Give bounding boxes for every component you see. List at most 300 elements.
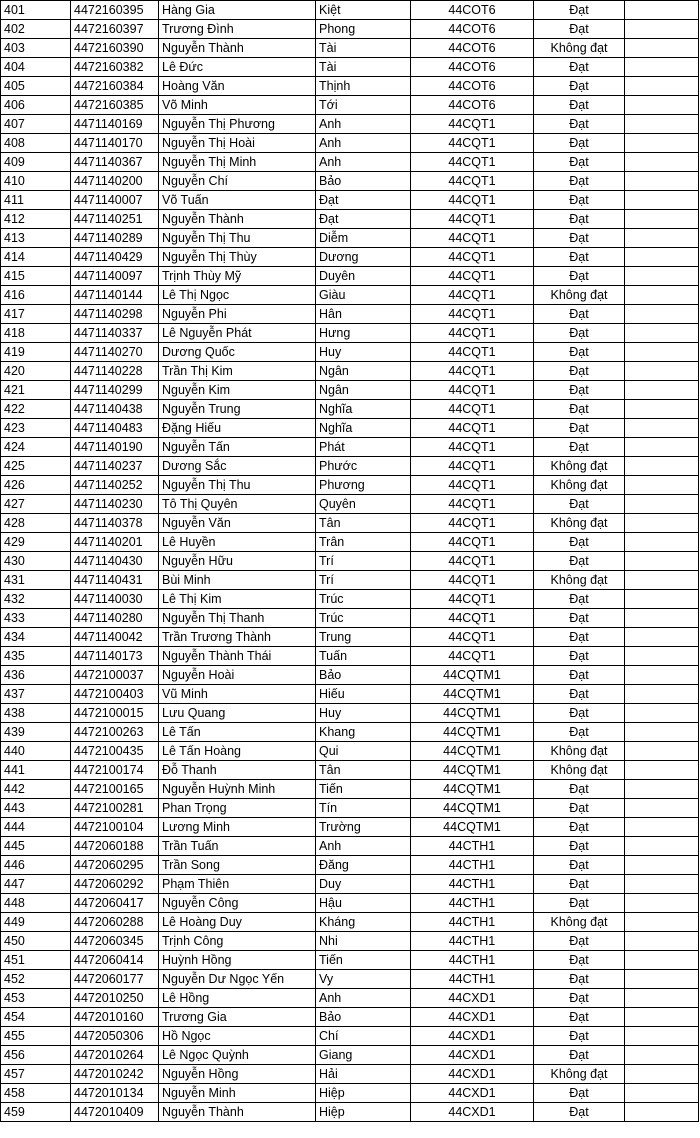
row-number-cell: 454 bbox=[1, 1008, 71, 1027]
empty-cell bbox=[625, 1084, 699, 1103]
given-name-cell: Dương bbox=[316, 248, 411, 267]
class-code-cell: 44CQTM1 bbox=[411, 799, 534, 818]
class-code-cell: 44CQT1 bbox=[411, 248, 534, 267]
empty-cell bbox=[625, 172, 699, 191]
row-number-cell: 455 bbox=[1, 1027, 71, 1046]
class-code-cell: 44CQT1 bbox=[411, 229, 534, 248]
class-code-cell: 44CQT1 bbox=[411, 628, 534, 647]
result-cell: Đạt bbox=[534, 495, 625, 514]
row-number-cell: 457 bbox=[1, 1065, 71, 1084]
given-name-cell: Quyên bbox=[316, 495, 411, 514]
row-number-cell: 406 bbox=[1, 96, 71, 115]
surname-cell: Trần Song bbox=[159, 856, 316, 875]
student-id-cell: 4471140270 bbox=[71, 343, 159, 362]
class-code-cell: 44CXD1 bbox=[411, 1046, 534, 1065]
row-number-cell: 401 bbox=[1, 1, 71, 20]
row-number-cell: 428 bbox=[1, 514, 71, 533]
class-code-cell: 44CQT1 bbox=[411, 552, 534, 571]
class-code-cell: 44CXD1 bbox=[411, 1065, 534, 1084]
student-id-cell: 4471140042 bbox=[71, 628, 159, 647]
result-cell: Đạt bbox=[534, 799, 625, 818]
result-cell: Đạt bbox=[534, 875, 625, 894]
surname-cell: Trần Trương Thành bbox=[159, 628, 316, 647]
result-cell: Đạt bbox=[534, 172, 625, 191]
result-cell: Đạt bbox=[534, 343, 625, 362]
student-id-cell: 4472060292 bbox=[71, 875, 159, 894]
class-code-cell: 44CQT1 bbox=[411, 495, 534, 514]
empty-cell bbox=[625, 685, 699, 704]
empty-cell bbox=[625, 1, 699, 20]
table-row bbox=[1, 381, 699, 400]
table-row bbox=[1, 96, 699, 115]
surname-cell: Lê Đức bbox=[159, 58, 316, 77]
result-cell: Đạt bbox=[534, 1008, 625, 1027]
surname-cell: Lê Thị Ngọc bbox=[159, 286, 316, 305]
surname-cell: Lê Huyền bbox=[159, 533, 316, 552]
surname-cell: Hồ Ngọc bbox=[159, 1027, 316, 1046]
table-body bbox=[1, 1, 699, 1122]
empty-cell bbox=[625, 533, 699, 552]
empty-cell bbox=[625, 913, 699, 932]
given-name-cell: Hiệp bbox=[316, 1103, 411, 1122]
surname-cell: Nguyễn Văn bbox=[159, 514, 316, 533]
result-cell: Đạt bbox=[534, 894, 625, 913]
table-row bbox=[1, 799, 699, 818]
given-name-cell: Tài bbox=[316, 39, 411, 58]
table-row bbox=[1, 305, 699, 324]
given-name-cell: Nghĩa bbox=[316, 419, 411, 438]
table-row bbox=[1, 685, 699, 704]
given-name-cell: Trung bbox=[316, 628, 411, 647]
given-name-cell: Hiếu bbox=[316, 685, 411, 704]
student-id-cell: 4471140190 bbox=[71, 438, 159, 457]
row-number-cell: 434 bbox=[1, 628, 71, 647]
result-cell: Đạt bbox=[534, 210, 625, 229]
given-name-cell: Thịnh bbox=[316, 77, 411, 96]
student-id-cell: 4472160390 bbox=[71, 39, 159, 58]
surname-cell: Dương Quốc bbox=[159, 343, 316, 362]
given-name-cell: Chí bbox=[316, 1027, 411, 1046]
result-cell: Không đạt bbox=[534, 457, 625, 476]
table-row bbox=[1, 1027, 699, 1046]
surname-cell: Hoàng Văn bbox=[159, 77, 316, 96]
class-code-cell: 44CQTM1 bbox=[411, 685, 534, 704]
table-row bbox=[1, 324, 699, 343]
result-cell: Đạt bbox=[534, 20, 625, 39]
given-name-cell: Ngân bbox=[316, 381, 411, 400]
surname-cell: Dương Sắc bbox=[159, 457, 316, 476]
class-code-cell: 44CQTM1 bbox=[411, 723, 534, 742]
row-number-cell: 424 bbox=[1, 438, 71, 457]
class-code-cell: 44COT6 bbox=[411, 39, 534, 58]
row-number-cell: 410 bbox=[1, 172, 71, 191]
given-name-cell: Tuấn bbox=[316, 647, 411, 666]
surname-cell: Phan Trọng bbox=[159, 799, 316, 818]
row-number-cell: 453 bbox=[1, 989, 71, 1008]
table-row bbox=[1, 134, 699, 153]
row-number-cell: 420 bbox=[1, 362, 71, 381]
class-code-cell: 44CTH1 bbox=[411, 856, 534, 875]
table-row bbox=[1, 723, 699, 742]
surname-cell: Nguyễn Trung bbox=[159, 400, 316, 419]
given-name-cell: Hậu bbox=[316, 894, 411, 913]
class-code-cell: 44CQT1 bbox=[411, 134, 534, 153]
given-name-cell: Nghĩa bbox=[316, 400, 411, 419]
given-name-cell: Đạt bbox=[316, 210, 411, 229]
given-name-cell: Trúc bbox=[316, 590, 411, 609]
result-cell: Đạt bbox=[534, 438, 625, 457]
row-number-cell: 422 bbox=[1, 400, 71, 419]
given-name-cell: Đạt bbox=[316, 191, 411, 210]
surname-cell: Lê Ngọc Quỳnh bbox=[159, 1046, 316, 1065]
result-cell: Không đạt bbox=[534, 476, 625, 495]
class-code-cell: 44CXD1 bbox=[411, 989, 534, 1008]
class-code-cell: 44CTH1 bbox=[411, 970, 534, 989]
class-code-cell: 44CQT1 bbox=[411, 381, 534, 400]
table-row bbox=[1, 704, 699, 723]
table-row bbox=[1, 476, 699, 495]
row-number-cell: 419 bbox=[1, 343, 71, 362]
surname-cell: Nguyễn Thị Thùy bbox=[159, 248, 316, 267]
given-name-cell: Huy bbox=[316, 343, 411, 362]
result-cell: Đạt bbox=[534, 837, 625, 856]
class-code-cell: 44CQT1 bbox=[411, 324, 534, 343]
given-name-cell: Phát bbox=[316, 438, 411, 457]
empty-cell bbox=[625, 856, 699, 875]
result-cell: Đạt bbox=[534, 400, 625, 419]
table-row bbox=[1, 571, 699, 590]
student-id-cell: 4472100174 bbox=[71, 761, 159, 780]
surname-cell: Nguyễn Thành bbox=[159, 39, 316, 58]
class-code-cell: 44CTH1 bbox=[411, 932, 534, 951]
table-row bbox=[1, 58, 699, 77]
empty-cell bbox=[625, 571, 699, 590]
empty-cell bbox=[625, 1046, 699, 1065]
class-code-cell: 44CQTM1 bbox=[411, 704, 534, 723]
empty-cell bbox=[625, 742, 699, 761]
given-name-cell: Phương bbox=[316, 476, 411, 495]
row-number-cell: 437 bbox=[1, 685, 71, 704]
surname-cell: Vũ Minh bbox=[159, 685, 316, 704]
given-name-cell: Hân bbox=[316, 305, 411, 324]
result-cell: Đạt bbox=[534, 362, 625, 381]
student-id-cell: 4471140367 bbox=[71, 153, 159, 172]
student-id-cell: 4472060177 bbox=[71, 970, 159, 989]
table-row bbox=[1, 856, 699, 875]
given-name-cell: Giang bbox=[316, 1046, 411, 1065]
row-number-cell: 413 bbox=[1, 229, 71, 248]
table-row bbox=[1, 400, 699, 419]
result-cell: Không đạt bbox=[534, 39, 625, 58]
student-id-cell: 4472010409 bbox=[71, 1103, 159, 1122]
class-code-cell: 44CQT1 bbox=[411, 362, 534, 381]
class-code-cell: 44CQT1 bbox=[411, 153, 534, 172]
table-row bbox=[1, 495, 699, 514]
student-id-cell: 4472160397 bbox=[71, 20, 159, 39]
result-cell: Không đạt bbox=[534, 1065, 625, 1084]
given-name-cell: Tín bbox=[316, 799, 411, 818]
result-cell: Đạt bbox=[534, 856, 625, 875]
student-id-cell: 4472060417 bbox=[71, 894, 159, 913]
given-name-cell: Trường bbox=[316, 818, 411, 837]
surname-cell: Đỗ Thanh bbox=[159, 761, 316, 780]
class-code-cell: 44CQT1 bbox=[411, 191, 534, 210]
result-cell: Không đạt bbox=[534, 742, 625, 761]
table-row bbox=[1, 267, 699, 286]
table-row bbox=[1, 457, 699, 476]
student-id-cell: 4472060295 bbox=[71, 856, 159, 875]
class-code-cell: 44COT6 bbox=[411, 77, 534, 96]
result-cell: Đạt bbox=[534, 134, 625, 153]
result-cell: Đạt bbox=[534, 1084, 625, 1103]
row-number-cell: 452 bbox=[1, 970, 71, 989]
table-row bbox=[1, 761, 699, 780]
result-cell: Đạt bbox=[534, 628, 625, 647]
class-code-cell: 44CQT1 bbox=[411, 267, 534, 286]
row-number-cell: 405 bbox=[1, 77, 71, 96]
class-code-cell: 44CQT1 bbox=[411, 438, 534, 457]
empty-cell bbox=[625, 229, 699, 248]
given-name-cell: Kháng bbox=[316, 913, 411, 932]
student-id-cell: 4472060288 bbox=[71, 913, 159, 932]
empty-cell bbox=[625, 1008, 699, 1027]
surname-cell: Trịnh Thùy Mỹ bbox=[159, 267, 316, 286]
student-id-cell: 4471140298 bbox=[71, 305, 159, 324]
given-name-cell: Hải bbox=[316, 1065, 411, 1084]
given-name-cell: Bảo bbox=[316, 172, 411, 191]
table-row bbox=[1, 1008, 699, 1027]
empty-cell bbox=[625, 894, 699, 913]
student-id-cell: 4471140289 bbox=[71, 229, 159, 248]
row-number-cell: 414 bbox=[1, 248, 71, 267]
empty-cell bbox=[625, 1103, 699, 1122]
table-row bbox=[1, 951, 699, 970]
result-cell: Đạt bbox=[534, 96, 625, 115]
empty-cell bbox=[625, 96, 699, 115]
empty-cell bbox=[625, 476, 699, 495]
row-number-cell: 411 bbox=[1, 191, 71, 210]
class-code-cell: 44CXD1 bbox=[411, 1008, 534, 1027]
row-number-cell: 433 bbox=[1, 609, 71, 628]
class-code-cell: 44CTH1 bbox=[411, 837, 534, 856]
given-name-cell: Hiệp bbox=[316, 1084, 411, 1103]
table-row bbox=[1, 666, 699, 685]
surname-cell: Nguyễn Phi bbox=[159, 305, 316, 324]
surname-cell: Nguyễn Huỳnh Minh bbox=[159, 780, 316, 799]
table-row bbox=[1, 818, 699, 837]
student-id-cell: 4471140228 bbox=[71, 362, 159, 381]
empty-cell bbox=[625, 875, 699, 894]
table-row bbox=[1, 77, 699, 96]
class-code-cell: 44CQT1 bbox=[411, 419, 534, 438]
surname-cell: Nguyễn Thị Minh bbox=[159, 153, 316, 172]
table-row bbox=[1, 438, 699, 457]
surname-cell: Nguyễn Dư Ngọc Yến bbox=[159, 970, 316, 989]
table-row bbox=[1, 970, 699, 989]
row-number-cell: 429 bbox=[1, 533, 71, 552]
result-cell: Đạt bbox=[534, 951, 625, 970]
student-id-cell: 4471140378 bbox=[71, 514, 159, 533]
empty-cell bbox=[625, 818, 699, 837]
table-row bbox=[1, 989, 699, 1008]
row-number-cell: 438 bbox=[1, 704, 71, 723]
row-number-cell: 421 bbox=[1, 381, 71, 400]
row-number-cell: 436 bbox=[1, 666, 71, 685]
row-number-cell: 443 bbox=[1, 799, 71, 818]
class-code-cell: 44CQT1 bbox=[411, 514, 534, 533]
student-id-cell: 4472160384 bbox=[71, 77, 159, 96]
surname-cell: Lê Tấn bbox=[159, 723, 316, 742]
student-id-cell: 4471140429 bbox=[71, 248, 159, 267]
row-number-cell: 432 bbox=[1, 590, 71, 609]
student-id-cell: 4471140430 bbox=[71, 552, 159, 571]
table-row bbox=[1, 514, 699, 533]
class-code-cell: 44COT6 bbox=[411, 1, 534, 20]
table-row bbox=[1, 894, 699, 913]
given-name-cell: Anh bbox=[316, 134, 411, 153]
class-code-cell: 44CQT1 bbox=[411, 115, 534, 134]
class-code-cell: 44CQT1 bbox=[411, 571, 534, 590]
table-row bbox=[1, 419, 699, 438]
student-id-cell: 4472010160 bbox=[71, 1008, 159, 1027]
student-id-cell: 4471140007 bbox=[71, 191, 159, 210]
empty-cell bbox=[625, 951, 699, 970]
table-row bbox=[1, 248, 699, 267]
empty-cell bbox=[625, 134, 699, 153]
class-code-cell: 44CXD1 bbox=[411, 1027, 534, 1046]
given-name-cell: Anh bbox=[316, 115, 411, 134]
result-cell: Đạt bbox=[534, 932, 625, 951]
table-row bbox=[1, 647, 699, 666]
result-cell: Đạt bbox=[534, 419, 625, 438]
empty-cell bbox=[625, 552, 699, 571]
surname-cell: Huỳnh Hồng bbox=[159, 951, 316, 970]
class-code-cell: 44CQT1 bbox=[411, 400, 534, 419]
empty-cell bbox=[625, 647, 699, 666]
student-id-cell: 4471140337 bbox=[71, 324, 159, 343]
class-code-cell: 44CXD1 bbox=[411, 1103, 534, 1122]
empty-cell bbox=[625, 780, 699, 799]
table-row bbox=[1, 1, 699, 20]
row-number-cell: 446 bbox=[1, 856, 71, 875]
surname-cell: Nguyễn Hữu bbox=[159, 552, 316, 571]
row-number-cell: 441 bbox=[1, 761, 71, 780]
given-name-cell: Huy bbox=[316, 704, 411, 723]
student-id-cell: 4472060188 bbox=[71, 837, 159, 856]
row-number-cell: 458 bbox=[1, 1084, 71, 1103]
row-number-cell: 447 bbox=[1, 875, 71, 894]
empty-cell bbox=[625, 400, 699, 419]
result-cell: Đạt bbox=[534, 989, 625, 1008]
row-number-cell: 425 bbox=[1, 457, 71, 476]
row-number-cell: 408 bbox=[1, 134, 71, 153]
class-code-cell: 44CQT1 bbox=[411, 172, 534, 191]
result-cell: Không đạt bbox=[534, 286, 625, 305]
given-name-cell: Ngân bbox=[316, 362, 411, 381]
row-number-cell: 416 bbox=[1, 286, 71, 305]
result-cell: Không đạt bbox=[534, 571, 625, 590]
surname-cell: Lê Tấn Hoàng bbox=[159, 742, 316, 761]
student-id-cell: 4472160385 bbox=[71, 96, 159, 115]
table-row bbox=[1, 1046, 699, 1065]
empty-cell bbox=[625, 381, 699, 400]
student-id-cell: 4471140201 bbox=[71, 533, 159, 552]
empty-cell bbox=[625, 115, 699, 134]
class-code-cell: 44CQT1 bbox=[411, 343, 534, 362]
table-row bbox=[1, 742, 699, 761]
empty-cell bbox=[625, 970, 699, 989]
row-number-cell: 403 bbox=[1, 39, 71, 58]
result-cell: Đạt bbox=[534, 229, 625, 248]
class-code-cell: 44CQT1 bbox=[411, 457, 534, 476]
student-id-cell: 4472100281 bbox=[71, 799, 159, 818]
result-cell: Đạt bbox=[534, 58, 625, 77]
given-name-cell: Trí bbox=[316, 552, 411, 571]
table-row bbox=[1, 286, 699, 305]
surname-cell: Nguyễn Hồng bbox=[159, 1065, 316, 1084]
surname-cell: Nguyễn Công bbox=[159, 894, 316, 913]
student-id-cell: 4471140144 bbox=[71, 286, 159, 305]
row-number-cell: 418 bbox=[1, 324, 71, 343]
table-row bbox=[1, 1084, 699, 1103]
student-id-cell: 4472100104 bbox=[71, 818, 159, 837]
student-id-cell: 4471140438 bbox=[71, 400, 159, 419]
empty-cell bbox=[625, 457, 699, 476]
class-code-cell: 44CQT1 bbox=[411, 305, 534, 324]
row-number-cell: 412 bbox=[1, 210, 71, 229]
given-name-cell: Bảo bbox=[316, 1008, 411, 1027]
given-name-cell: Tân bbox=[316, 761, 411, 780]
empty-cell bbox=[625, 286, 699, 305]
student-id-cell: 4471140170 bbox=[71, 134, 159, 153]
surname-cell: Lưu Quang bbox=[159, 704, 316, 723]
empty-cell bbox=[625, 438, 699, 457]
student-id-cell: 4472010242 bbox=[71, 1065, 159, 1084]
row-number-cell: 444 bbox=[1, 818, 71, 837]
student-id-cell: 4472010134 bbox=[71, 1084, 159, 1103]
given-name-cell: Tài bbox=[316, 58, 411, 77]
student-id-cell: 4472060345 bbox=[71, 932, 159, 951]
table-row bbox=[1, 552, 699, 571]
surname-cell: Trần Thị Kim bbox=[159, 362, 316, 381]
class-code-cell: 44CQTM1 bbox=[411, 761, 534, 780]
given-name-cell: Bảo bbox=[316, 666, 411, 685]
result-cell: Đạt bbox=[534, 970, 625, 989]
surname-cell: Nguyễn Thị Thu bbox=[159, 229, 316, 248]
result-cell: Đạt bbox=[534, 1027, 625, 1046]
row-number-cell: 435 bbox=[1, 647, 71, 666]
given-name-cell: Phước bbox=[316, 457, 411, 476]
given-name-cell: Đăng bbox=[316, 856, 411, 875]
result-cell: Không đạt bbox=[534, 514, 625, 533]
empty-cell bbox=[625, 799, 699, 818]
surname-cell: Nguyễn Tấn bbox=[159, 438, 316, 457]
result-cell: Đạt bbox=[534, 248, 625, 267]
surname-cell: Nguyễn Thành bbox=[159, 210, 316, 229]
row-number-cell: 417 bbox=[1, 305, 71, 324]
class-code-cell: 44CTH1 bbox=[411, 875, 534, 894]
surname-cell: Võ Tuấn bbox=[159, 191, 316, 210]
given-name-cell: Duyên bbox=[316, 267, 411, 286]
row-number-cell: 445 bbox=[1, 837, 71, 856]
class-code-cell: 44COT6 bbox=[411, 96, 534, 115]
given-name-cell: Qui bbox=[316, 742, 411, 761]
empty-cell bbox=[625, 1027, 699, 1046]
result-cell: Đạt bbox=[534, 324, 625, 343]
student-id-cell: 4471140483 bbox=[71, 419, 159, 438]
student-id-cell: 4471140173 bbox=[71, 647, 159, 666]
class-code-cell: 44CQT1 bbox=[411, 533, 534, 552]
